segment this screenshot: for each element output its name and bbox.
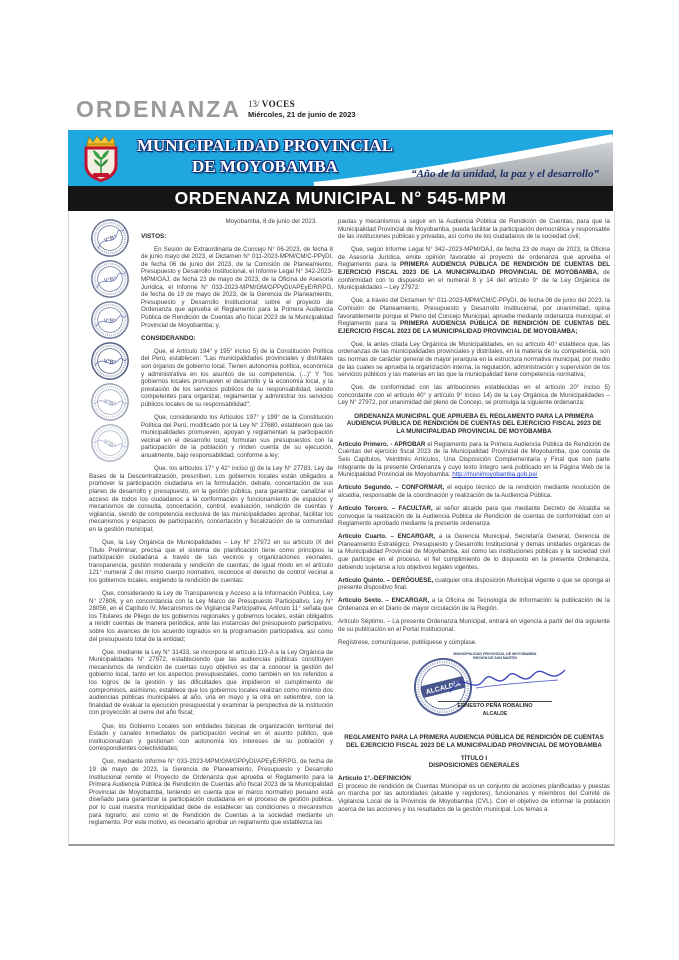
municipality-banner xyxy=(68,130,613,186)
signature-ink xyxy=(446,660,570,702)
text-run: el equipo técnico de la rendición mediante resolución de alcaldía, responsable de la coordinación y realización de la Audiencia Pública. xyxy=(338,484,610,499)
paragraph xyxy=(89,723,333,753)
right-column-text-bottom xyxy=(338,734,610,813)
right-column-text-top xyxy=(338,218,610,646)
municipality-name xyxy=(130,135,400,177)
articulo-quinto xyxy=(338,577,610,592)
text-run: Artículo Cuarto. – ENCARGAR, xyxy=(338,533,436,541)
text-run: Que, considerando la Ley de Transparencia y Acceso a la Información Pública, Ley N° 27806, y en concordancia con la Ley Marco de Presupuesto Participativo, Ley N° 28056, en el Capítulo IV, Mecanismos de Vigilancia Participativa, Artículo 11° señala que los Titulares de Pliego de los gobiernos regionales y gobiernos locales, están obligados a rendir cuentas de manera periódica, ante las instancias del presupuesto participativo, sobre los avances de los acuerdo logrados en la programación participativa, así como del presupuesto total de la entidad; xyxy=(89,590,333,643)
coat-of-arms-icon xyxy=(78,133,124,183)
municipality-name-line1: MUNICIPALIDAD PROVINCIAL xyxy=(136,136,394,155)
text-run: Regístrese, comuníquese, publíquese y cúmplase. xyxy=(338,638,477,646)
text-run: cualquier otra disposición Municipal vigente o que se oponga al presente dispositivo final. xyxy=(338,576,610,592)
text-run: Moyobamba, 8 de junio del 2023. xyxy=(225,218,317,225)
page-number: 13/ xyxy=(248,99,260,109)
paragraph xyxy=(89,590,333,643)
stamp-header-line2: REGIÓN DE SAN MARTÍN xyxy=(473,656,517,661)
text-run: Que, considerando los Artículos 197° y 199° de la Constitución Política del Perú, modificado por la Ley N° 27680, establecen que las municipalidades promueven, apoyan y reglamentan la participación vecinal en el desarrollo local; formulan sus presupuestos con la participación de la población y rinden cuenta de su ejecución, anualmente, bajo responsabilidad, conforme a ley; xyxy=(141,414,333,460)
alcaldia-seal-label: ALCALDÍA xyxy=(425,680,462,697)
text-run: a la Oficina de Tecnología de Información la publicación de la Ordenanza en el Diario de mayor circulación de la Región. xyxy=(338,597,610,613)
document-body xyxy=(68,211,615,846)
signature-block xyxy=(338,652,610,730)
round-seal-icon xyxy=(89,423,135,463)
articulo-1-body xyxy=(338,783,610,813)
paragraph xyxy=(338,297,610,335)
signer-title: ALCALDE xyxy=(482,710,508,717)
page-number-and-publication xyxy=(248,99,356,109)
text-run: Artículo Séptimo. – La presente Ordenanza Municipal, entrará en vigencia a partir del día siguiente de su publicación en el Portal Institucional. xyxy=(338,618,610,633)
svg-text:V°B°: V°B° xyxy=(103,234,118,245)
municipality-name-line2: DE MOYOBAMBA xyxy=(192,157,338,176)
svg-text:V°B°: V°B° xyxy=(103,358,117,367)
text-run: a la Gerencia Municipal, Secretaría General, Gerencia de Planeamiento Estratégico, Presupuesto y Desarrollo Institucional y demás unidades orgánicas de la Municipalidad Provincial de Moyobamba, así como las instituciones públicas y la sociedad civil que participe en el proceso, el fiel cumplimiento de lo dispuesto en la presente Ordenanza, debiendo sujetarse a los objetivos legales vigentes. xyxy=(338,533,610,571)
stamp-header-line1: MUNICIPALIDAD PROVINCIAL DE MOYOBAMBA xyxy=(453,651,537,656)
svg-text:V°B°: V°B° xyxy=(103,276,117,285)
signature-rule xyxy=(438,701,552,702)
text-run: Que, según Informe Legal N° 342–2023-MPM/OAJ, de fecha 23 de mayo de 2023, la Oficina de Asesoría Jurídica, emite opinión favorable al proyecto de ordenanza que aprueba el Reglamento para la xyxy=(338,246,610,269)
text-run: VISTOS: xyxy=(141,232,167,240)
text-run: Que, los artículos 17° y 42° inciso g) de la Ley N° 27783, Ley de Bases de la Descentralización, prescriben, Los gobiernos locales están obligados a promover la participación ciudadana en la formulación, debate, concertación de sus planes de desarrollo y presupuesto, en la gestión pública, para garantizar, canalizar el acceso de todos los ciudadanos a la conformación y funcionamiento de espacios y mecanismos de consulta, concertación, control, evaluación, rendición de cuentas y vigilancia, siendo de competencia exclusiva de las municipalidades aprobar, facilitar los mecanismos y espacios de participación, concertación y fiscalización de la comunidad en la gestión municipal; xyxy=(89,465,333,533)
paragraph xyxy=(338,384,610,407)
margin-seals xyxy=(89,218,135,466)
articulo-primero xyxy=(338,441,610,479)
text-run: DISPOSICIONES GENERALES xyxy=(428,762,520,770)
text-run: Que, de conformidad con las atribuciones establecidas en el artículo 20° inciso 5) concordante con el artículo 40° y artículo 9° inciso 14) de la Ley Orgánica de Municipalidades – Ley N° 27972, por unanimidad del pleno de Concejo, se promulga la siguiente ordenanza: xyxy=(338,384,610,407)
paragraph xyxy=(89,539,333,585)
text-run: CONSIDERANDO: xyxy=(141,334,196,342)
round-seal-icon xyxy=(89,341,135,381)
text-run: al señor alcalde para que mediante Decreto de Alcaldía se convoque la realización de la Audiencia Pública de Rendición de cuentas de conformidad con el Reglamento aprobado mediante la presente ordenanza xyxy=(338,505,610,528)
text-run: Que, la antes citada Ley Orgánica de Municipalidades, en su artículo 40° establece que, las ordenanzas de las municipalidades provinciales y distritales, en la materia de su competencia, son las normas de carácter general de mayor jerarquía en la estructura normativa municipal, por medio de las cuales se aprueba la organización interna, la regulación, administración y supervisión de los servicios públicos y las materias en las que la municipalidad tiene competencia normativa; xyxy=(338,340,610,379)
text-run: Artículo Sexto. – ENCARGAR, xyxy=(338,597,430,605)
text-run: Artículo 1°.-DEFINICIÓN xyxy=(338,775,411,783)
right-column xyxy=(338,218,610,840)
paragraph xyxy=(338,246,610,292)
ordinance-title-bar: ORDENANZA MUNICIPAL N° 545-MPM xyxy=(68,186,613,211)
text-run: El proceso de rendición de Cuentas Municipal es un conjunto de acciones planificadas y puestas en marcha por las autoridades (alcalde y regidores), funcionarios y miembros del Comité de Vigilancia Local de la Provincia de Moyobamba (CVL). Con el objetivo de informar la población acerca de las acciones y los resultados de la gestión municipal. Los temas a xyxy=(338,782,610,813)
text-run: Artículo Quinto. – DERÓGUESE, xyxy=(338,576,434,584)
round-seal-icon xyxy=(89,218,135,258)
articulo-cuarto xyxy=(338,533,610,571)
edition-date: Miércoles, 21 de junio de 2023 xyxy=(248,110,356,119)
publication-name: VOCES xyxy=(261,99,296,109)
text-run: Que, los Gobierno Locales son entidades básicas de organización territorial del Estado y canales inmediatos de participación vecinal en el asunto público, que institucionalizan y gestionan con autonomía los intereses de su población y correspondientes colectividades; xyxy=(89,722,333,753)
text-run: PRIMERA AUDIENCIA PÚBLICA DE RENDICIÓN DE CUENTAS DEL EJERCICIO FISCAL 2023 DE LA MUNICIPALIDAD PROVINCIAL DE MOYOBAMBA; xyxy=(338,320,610,335)
paragraph xyxy=(89,465,333,533)
round-seal-icon xyxy=(89,300,135,340)
svg-text:V°B°: V°B° xyxy=(102,398,117,409)
text-run: Que, mediante la Ley N° 31433, se incorpora el artículo 119-A a la Ley Orgánica de Municipalidades N° 27972, estableciendo que las audiencias públicas constituyen mecanismos de rendición de cuentas cuyo objetivo es dar a conocer la gestión del gobierno local, tanto en los aspectos presupuestales, como también en los referidos a los logros de la gestión y las dificultades que impidieron el cumplimiento de compromisos, asimismo, establece que los gobiernos locales realizan como mínimo dos audiencias públicas municipales al año, una en mayo y la otra en setiembre, con la finalidad de evaluar la ejecución presupuestal y examinar la perspectiva de la institución con proyección al cierre del año fiscal; xyxy=(89,648,333,717)
articulo-tercero xyxy=(338,505,610,528)
titulo-1 xyxy=(338,755,610,763)
text-run: Que, mediante Informe N° 033-2023-MPM/GM/GPPyDI/APEyE/RRPG, de fecha de 19 de mayo de 2023, la Gerencia de Planeamiento, Presupuesto y Desarrollo Institucional remite el Proyecto de Ordenanza que aprueba el Reglamento para la Primera Audiencia Pública de Rendición de Cuentas año fiscal 2023 de la Municipalidad Provincial de Moyobamba, teniendo en cuenta que el marco normativo peruano está diseñado para garantizar la participación ciudadana en el proceso de gestión pública, por lo cual nuestra municipalidad debe de establecer las condiciones o mecanismos para lograrlo; así como el de Rendición de Cuentas a la sociedad mediante un reglamento. Por este motivo, es necesario aprobar un reglamento que establezca las xyxy=(89,758,333,827)
signer-name: ERNESTO PEÑA ROBALINO xyxy=(457,702,533,709)
year-motto: “Año de la unidad, la paz y el desarrollo” xyxy=(411,168,599,180)
text-run: Que, la Ley Orgánica de Municipalidades – Ley N° 27972 en su artículo IX del Título Preliminar, precisa que el sistema de planificación tiene como principios la participación ciudadana a través de sus vecinos y organizaciones vecinales, transparencia, gestión moderada y rendición de cuentas; de igual modo en el artículo 121° numeral 2 del mismo cuerpo normativo, reconoce el derecho de control vecinal a los gobiernos locales, exigiendo la rendición de cuentas; xyxy=(89,538,333,584)
articulo-1-heading xyxy=(338,775,610,783)
paragraph xyxy=(89,649,333,717)
titulo-1-subtitle xyxy=(338,762,610,770)
paragraph xyxy=(89,758,333,826)
text-run: Artículo Primero. - APROBAR xyxy=(338,440,426,448)
articulo-septimo xyxy=(338,618,610,633)
articulo-segundo xyxy=(338,484,610,499)
text-run: Que, a través del Dictamen N° 011-2023-MPM/CM/C-PPyDI, de fecha 06 de junio del 2023, la Comisión de Planeamiento, Presupuesto y Desarrollo Institucional, por unanimidad, opina favorablemente porque el Pleno del Concejo Municipal, apruebe mediante ordenanza municipal, el Reglamento para la xyxy=(338,297,610,328)
left-column xyxy=(89,218,333,840)
paragraph xyxy=(338,218,610,241)
text-run: el Reglamento para la Primera Audiencia Pública de Rendición de Cuentas del ejercicio fiscal 2023 de la Municipalidad Provincial de Moyobamba, que consta de Seis Capítulos, Veintitrés Artículos, Una Disposición Complementaria y Final que son parte integrante de la presente Ordenanza y cuyo texto íntegro será publicado en la Página Web de la Municipalidad Provincial de Moyobamba: xyxy=(338,440,610,479)
svg-text:V°B°: V°B° xyxy=(103,318,117,325)
text-run: PRIMERA AUDIENCIA PÚBLICA DE RENDICIÓN DE CUENTAS DEL EJERCICIO FISCAL 2023 DE LA MUNICIPALIDAD PROVINCIAL DE MOYOBAMBA, xyxy=(338,261,610,277)
ordinance-title xyxy=(338,413,610,436)
text-run: Artículo Tercero. – FACULTAR, xyxy=(338,505,433,512)
masthead xyxy=(248,99,356,120)
paragraph xyxy=(338,341,610,379)
svg-text:V°B°: V°B° xyxy=(102,438,117,450)
text-run: ORDENANZA MUNICIPAL QUE APRUEBA EL REGLAMENTO PARA LA PRIMERA AUDIENCIA PÚBLICA DE RENDICIÓN DE CUENTAS DEL EJERCICIO FISCAL 2023 DE LA MUNICIPALIDAD PROVINCIAL DE MOYOBAMBA xyxy=(346,412,602,435)
text-run: En Sesión de Extraordinaria de Concejo N° 06-2023, de fecha 8 de junio mayo del 2023, el Dictamen N° 011-2023-MPM/CM/C-PPyDI, de fecha 06 de junio del 2023, de la Comisión de Planeamiento, Presupuesto y Desarrollo Institucional, el Informe Legal N° 342-2023-MPM/OAJ, de fecha 23 de mayo de 2023, de la Oficina de Asesoría Jurídica, el Informe N° 033-2023-MPM/GM/GPPyDI/APEyE/RRPG, de fecha de 19 de mayo de 2023, de la Gerencia de Planeamiento, Presupuesto y Desarrollo Institucional; sobre el proyecto de Ordenanza que aprueba el Reglamento para la Primera Audiencia Pública de Rendición de Cuentas año fiscal 2023 de la Municipalidad Provincial de Moyobamba; y, xyxy=(141,245,333,329)
closing-formula xyxy=(338,639,610,647)
round-seal-icon xyxy=(89,382,135,422)
text-run: TÍTULO I xyxy=(460,754,488,762)
text-run: Artículo Segundo. – CONFORMAR, xyxy=(338,484,445,492)
text-run: Que, el Artículo 194° y 195° inciso 5) de la Constitución Política del Perú, establecen: "Las municipalidades provinciales y distritales son órganos de gobierno local. Tienen autonomía política, económica y administrativa en los asuntos de su competencia. (...)" Y "los gobiernos locales promueven el desarrollo y la economía local, y la prestación de los servicios públicos de su responsabilidad, siendo competentes para organizar, reglamentar y administrar los servicios públicos locales de su responsabilidad"; xyxy=(141,347,333,408)
text-run: REGLAMENTO PARA LA PRIMERA AUDIENCIA PÚBLICA DE RENDICIÓN DE CUENTAS DEL EJERCICIO FISCAL 2023 DE LA MUNICIPALIDAD PROVINCIAL DE MOYOBAMBA xyxy=(344,733,604,749)
website-link[interactable]: http://munimoyobamba.gob.pe/ xyxy=(452,471,538,479)
round-seal-icon xyxy=(89,259,135,299)
text-run: de conformidad con lo dispuesto en el numeral 8 y 14 del artículo 9° de la Ley Orgánica de Municipalidades – Ley 27972; xyxy=(338,269,610,292)
text-run: pautas y mecanismos a seguir en la Audiencia Pública de Rendición de Cuentas, para que la Municipalidad Provincial de Moyobamba, pueda facilitar la participación democrática y responsable de las instituciones públicas y privadas, así como de los ciudadanos de la sociedad civil; xyxy=(338,218,610,241)
reglamento-title xyxy=(338,734,610,749)
section-label: ORDENANZA xyxy=(76,96,241,122)
articulo-sexto xyxy=(338,597,610,612)
